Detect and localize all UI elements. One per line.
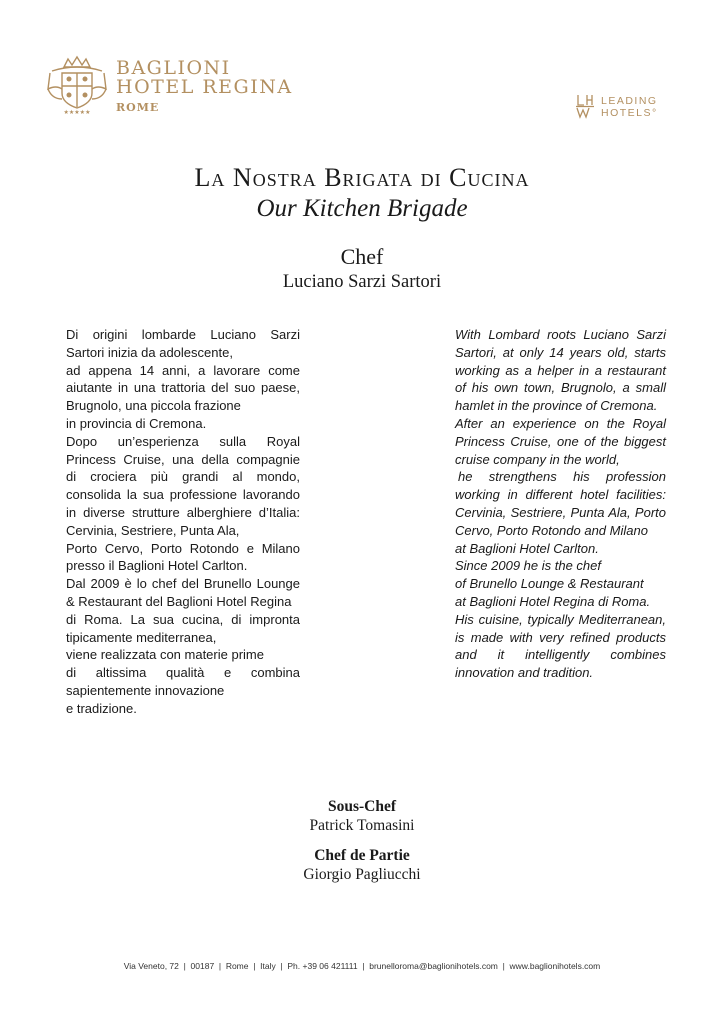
bio-italian-line: Sartori inizia da adolescente, [66, 344, 233, 360]
bio-english-line: he strengthens his profession [458, 469, 666, 485]
bio-english-line: Since 2009 he is the chef [455, 558, 601, 574]
bio-english-line: With Lombard roots Luciano Sarzi [455, 327, 666, 342]
bio-italian-line: aiutante in una trattoria del suo paese, [66, 380, 300, 396]
hotel-stars: ★★★★★ [63, 109, 91, 115]
sous-chef-name: Patrick Tomasini [309, 817, 415, 834]
bio-italian [66, 326, 300, 718]
page-title-italian: La Nostra Brigata di Cucina [194, 163, 530, 192]
chef-role: Chef [340, 244, 384, 269]
brand-name-line-2: HOTEL REGINA [116, 76, 293, 98]
bio-italian-line: in provincia di Cremona. [66, 415, 207, 431]
bio-italian-line: ad appena 14 anni, a lavorare come [66, 362, 300, 378]
bio-english-line: of Brunello Lounge & Restaurant [455, 576, 644, 592]
chef-name: Luciano Sarzi Sartori [282, 272, 442, 292]
bio-english-line: After an experience on the Royal [455, 415, 666, 431]
bio-english-line: is made with very refined products [455, 629, 666, 645]
bio-italian-line: Princess Cruise, una della compagnie [66, 451, 300, 467]
bio-english-line: of his own town, Brugnolo, a small [455, 380, 666, 396]
bio-italian-line: di altissima qualità e combina [66, 665, 300, 681]
bio-english-line: Princess Cruise, one of the biggest [455, 433, 666, 449]
bio-english-line: at Baglioni Hotel Carlton. [455, 540, 599, 556]
bio-english-line: innovation and tradition. [455, 665, 594, 681]
bio-italian-line: Cervinia, Sestriere, Punta Ala, [66, 522, 240, 538]
bio-italian-line: e tradizione. [66, 700, 137, 716]
partner-name-line-2: HOTELS° [601, 107, 658, 119]
bio-english-line: at Baglioni Hotel Regina di Roma. [455, 593, 651, 609]
bio-english-line: hamlet in the province of Cremona. [455, 398, 658, 414]
bio-english-line: and it intelligently combines [455, 647, 666, 663]
bio-italian-line: Porto Cervo, Porto Rotondo e Milano [66, 540, 300, 556]
bio-english-line: working in different hotel facilities: [455, 487, 666, 503]
sous-chef-role: Sous-Chef [327, 798, 397, 815]
brand-city: ROME [116, 101, 160, 114]
bio-italian-line: di crociera più grandi al mondo, [66, 469, 300, 485]
chef-de-partie-name: Giorgio Pagliucchi [303, 866, 421, 883]
bio-english-line: Cervinia, Sestriere, Punta Ala, Porto [455, 504, 666, 520]
bio-english [455, 326, 666, 682]
bio-italian-line: di Roma. La sua cucina, di impronta [66, 611, 300, 627]
partner-name-line-1: LEADING [601, 95, 658, 107]
bio-italian-line: consolida la sua professione lavorando [66, 487, 300, 503]
bio-italian-line: Dopo un’esperienza sulla Royal [66, 433, 300, 449]
chef-de-partie-role: Chef de Partie [314, 847, 410, 864]
bio-italian-line: in diverse strutture alberghiere d’Italia: [66, 504, 300, 520]
bio-english-line: His cuisine, typically Mediterranean, [455, 611, 666, 627]
bio-italian-line: Dal 2009 è lo chef del Brunello Lounge [66, 576, 300, 592]
bio-italian-line: presso il Baglioni Hotel Carlton. [66, 558, 248, 574]
bio-italian-line: & Restaurant del Baglioni Hotel Regina [66, 593, 292, 609]
brand-name-line-1: BAGLIONI [116, 57, 231, 79]
bio-italian-line: sapientemente innovazione [66, 682, 225, 698]
bio-english-line: Cervo, Porto Rotondo and Milano [455, 522, 648, 538]
footer-contact: Via Veneto, 72 | 00187 | Rome | Italy | Ph. +39 06 421111 | brunelloroma@baglionihotels.com | www.baglionihotels.com [123, 961, 601, 971]
baglioni-crest-logo [46, 55, 108, 115]
bio-english-line: cruise company in the world, [455, 451, 620, 467]
bio-italian-line: viene realizzata con materie prime [66, 647, 264, 663]
bio-english-line: working as a helper in a restaurant [455, 362, 666, 378]
bio-english-line: Sartori, at only 14 years old, starts [455, 344, 666, 360]
bio-italian-line: tipicamente mediterranea, [66, 629, 217, 645]
bio-italian-line: Di origini lombarde Luciano Sarzi [66, 327, 300, 342]
bio-italian-line: Brugnolo, una piccola frazione [66, 398, 241, 414]
leading-hotels-logo [575, 93, 595, 119]
page-title-english: Our Kitchen Brigade [256, 195, 468, 222]
